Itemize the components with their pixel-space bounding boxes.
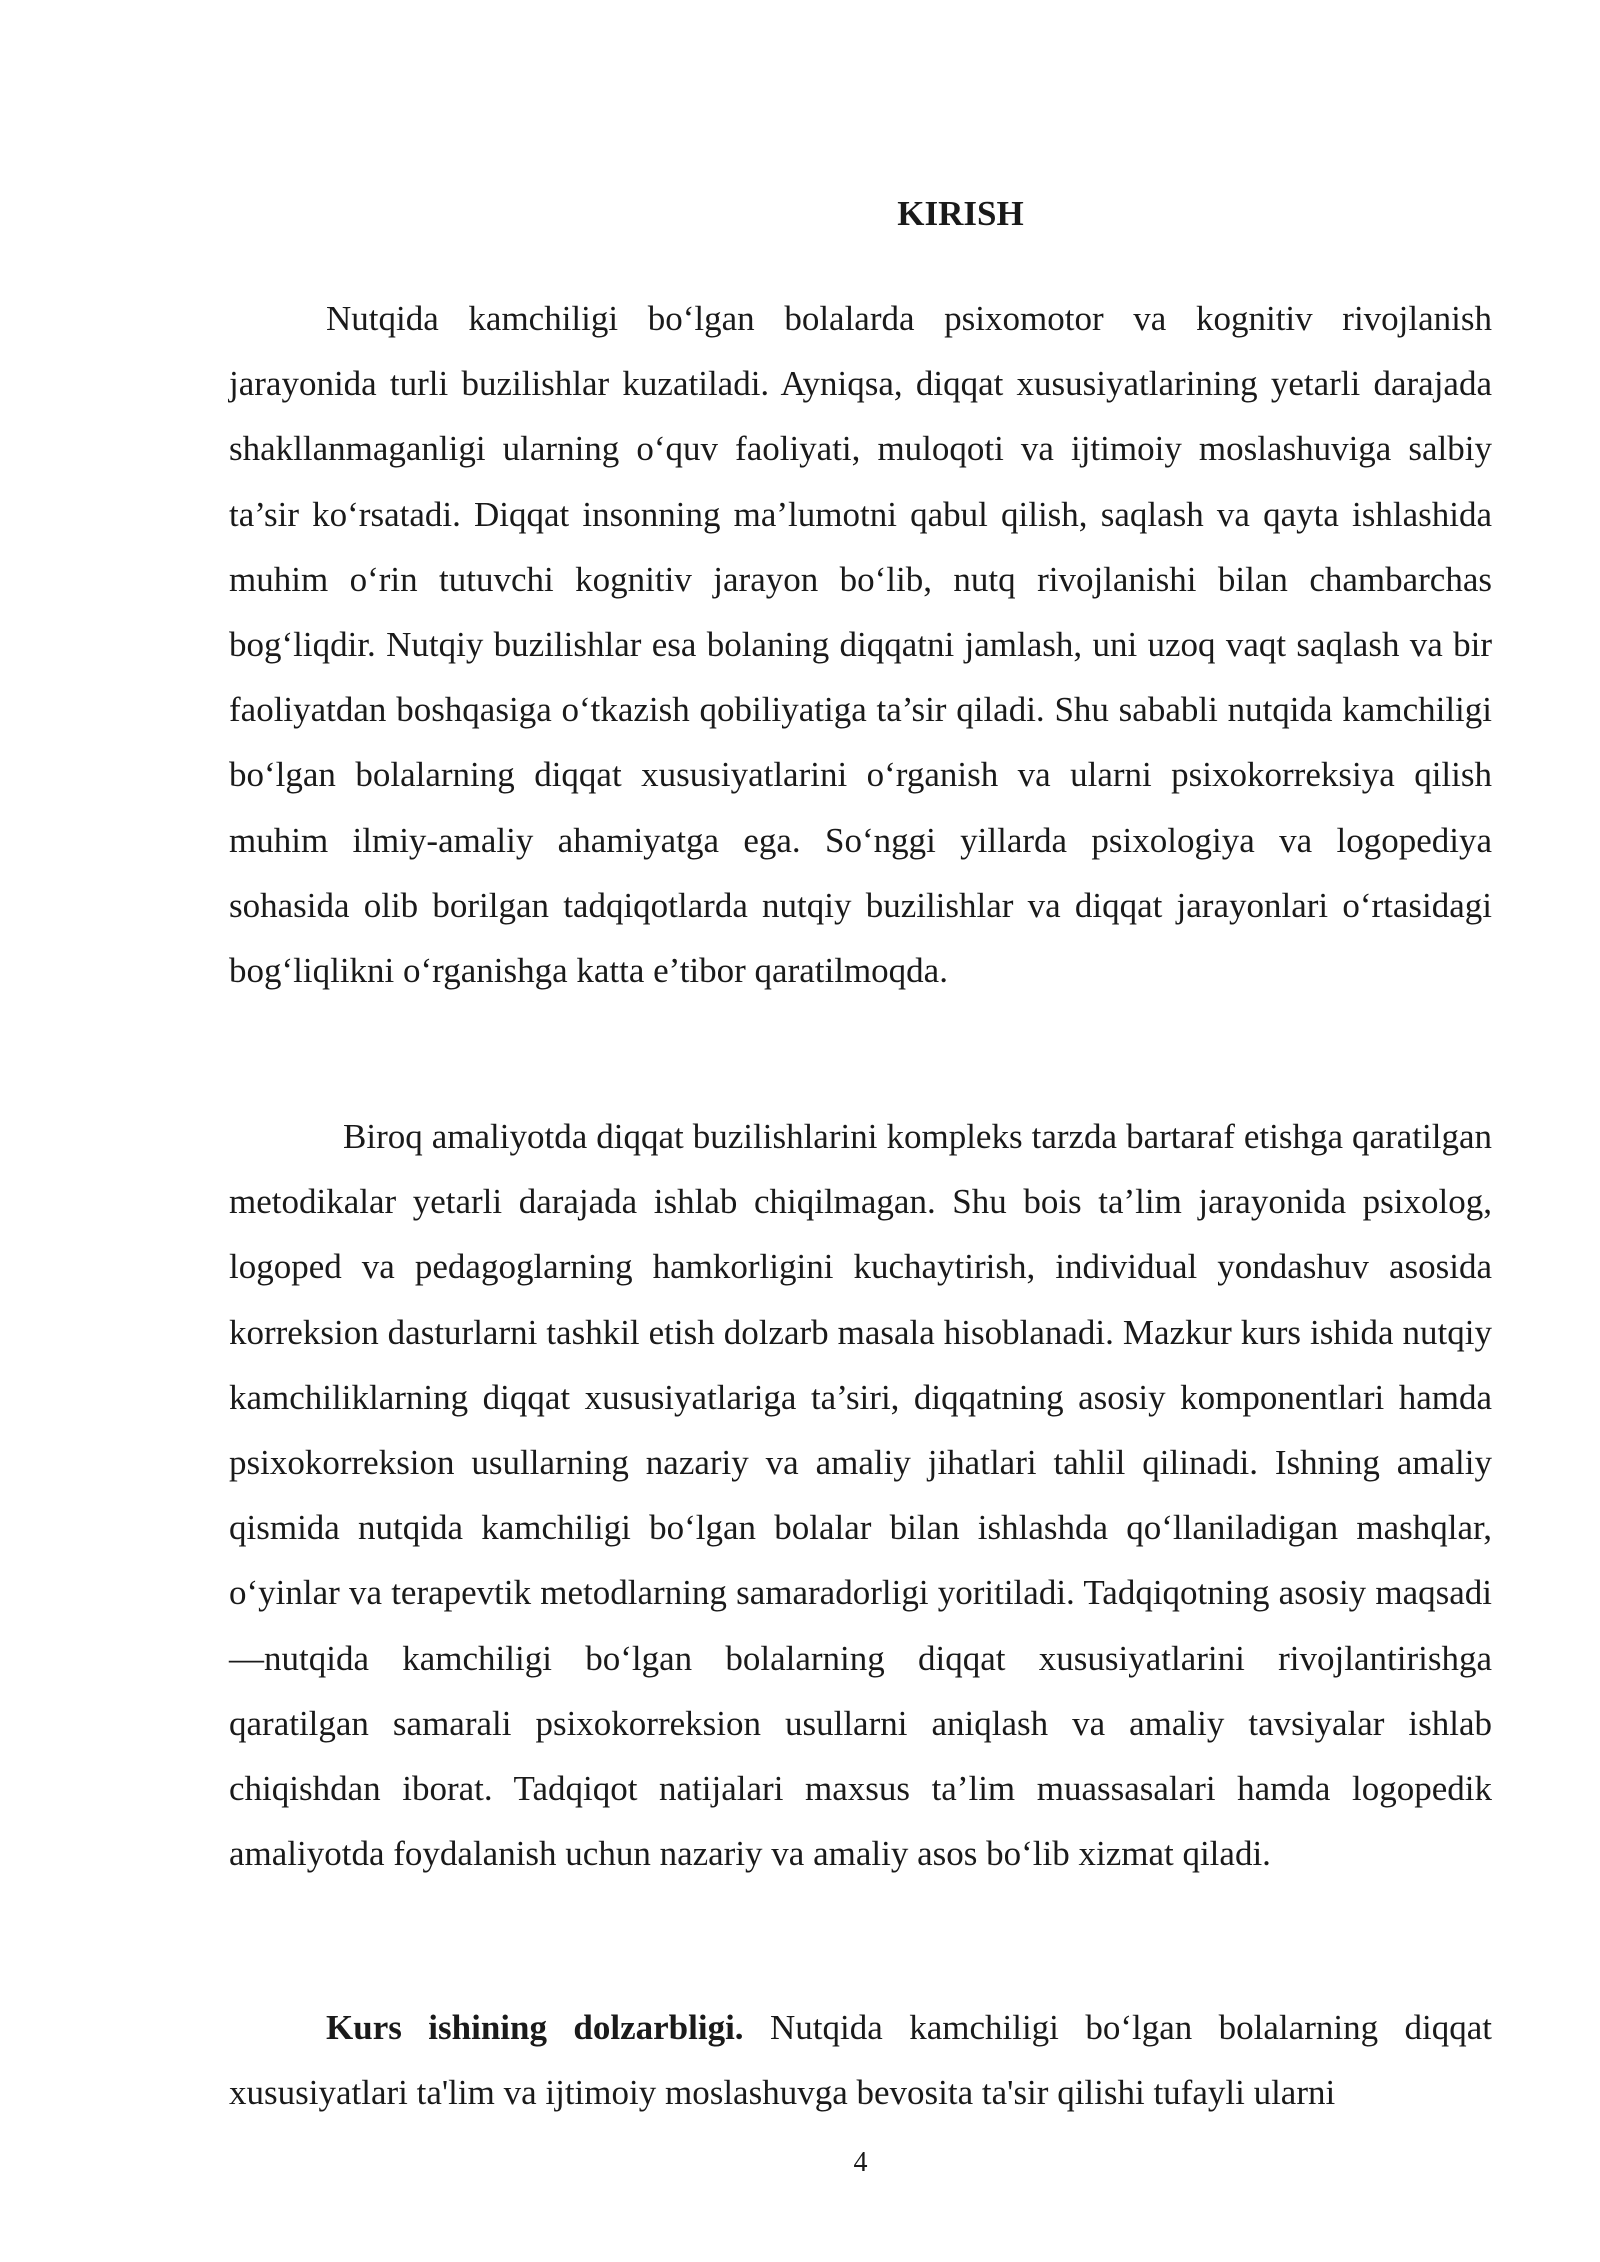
page-number: 4 (853, 2147, 868, 2178)
page-title: KIRISH (897, 194, 1024, 233)
intro-paragraph-1: Nutqida kamchiligi bo‘lgan bolalarda psixomotor va kognitiv rivojlanish jarayonida turli buzilishlar kuzatiladi. Ayniqsa, diqqat xususiyatlarining yetarli darajada shakllanmaganligi ularning o‘quv faoliyati, muloqoti va ijtimoiy moslashuviga salbiy ta’sir ko‘rsatadi. Diqqat insonning ma’lumotni qabul qilish, saqlash va qayta ishlashida muhim o‘rin tutuvchi kognitiv jarayon bo‘lib, nutq rivojlanishi bilan chambarchas bog‘liqdir. Nutqiy buzilishlar esa bolaning diqqatni jamlash, uni uzoq vaqt saqlash va bir faoliyatdan boshqasiga o‘tkazish qobiliyatiga ta’sir qiladi. Shu sababli nutqida kamchiligi bo‘lgan bolalarning diqqat xususiyatlarini o‘rganish va ularni psixokorreksiya qilish muhim ilmiy-amaliy ahamiyatga ega. So‘nggi yillarda psixologiya va logopediya sohasida olib borilgan tadqiqotlarda nutqiy buzilishlar va diqqat jarayonlari o‘rtasidagi bog‘liqlikni o‘rganishga katta e’tibor qaratilmoqda. (229, 299, 1492, 991)
document-page (229, 0, 1492, 2262)
section-heading: Kurs ishining dolzarbligi. (326, 2008, 744, 2047)
section-text: Nutqida kamchiligi bo‘lgan bolalarning diqqat xususiyatlari ta'lim va ijtimoiy moslashuvga bevosita ta'sir qilishi tufayli ularni (229, 2008, 1492, 2113)
relevance-paragraph (229, 1995, 1492, 2125)
intro-paragraph-2: Biroq amaliyotda diqqat buzilishlarini kompleks tarzda bartaraf etishga qaratilgan metodikalar yetarli darajada ishlab chiqilmagan. Shu bois ta’lim jarayonida psixolog, logoped va pedagoglarning hamkorligini kuchaytirish, individual yondashuv asosida korreksion dasturlarni tashkil etish dolzarb masala hisoblanadi. Mazkur kurs ishida nutqiy kamchiliklarning diqqat xususiyatlariga ta’siri, diqqatning asosiy komponentlari hamda psixokorreksion usullarning nazariy va amaliy jihatlari tahlil qilinadi. Ishning amaliy qismida nutqida kamchiligi bo‘lgan bolalar bilan ishlashda qo‘llaniladigan mashqlar, o‘yinlar va terapevtik metodlarning samaradorligi yoritiladi. Tadqiqotning asosiy maqsadi—nutqida kamchiligi bo‘lgan bolalarning diqqat xususiyatlarini rivojlantirishga qaratilgan samarali psixokorreksion usullarni aniqlash va amaliy tavsiyalar ishlab chiqishdan iborat. Tadqiqot natijalari maxsus ta’lim muassasalari hamda logopedik amaliyotda foydalanish uchun nazariy va amaliy asos bo‘lib xizmat qiladi. (229, 1117, 1492, 1874)
